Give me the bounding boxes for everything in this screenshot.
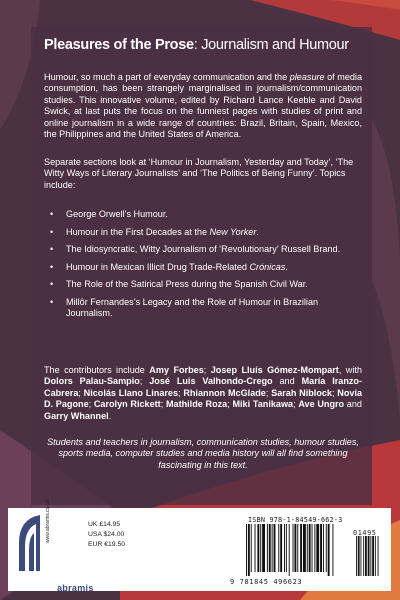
intro-emphasis: pleasure <box>289 72 325 82</box>
publisher-url: www.abramis.co.uk <box>45 499 51 543</box>
contributor-name: Mathilde Roza <box>165 399 228 410</box>
contributor-name: Nicolás Llano Linares <box>83 387 179 398</box>
bullet-icon: • <box>50 244 54 255</box>
contributors-paragraph: The contributors include Amy Forbes; Josep Lluís Gómez-Mompart, with Dolors Palau-Sampio; José Luis Valhondo-Crego and María Iranzo-Cabrera; Nicolás Llano Linares; Rhiannon McGlade; Sarah Niblock; Novia D. Pagone; Carolyn Rickett; Mathilde Roza; Miki Tanikawa; Ave Ungro and Garry Whannel. <box>44 365 363 421</box>
bullet-icon: • <box>50 226 54 237</box>
bullet-icon: • <box>50 296 54 307</box>
price-uk: UK £14.95 <box>88 521 121 528</box>
topic-text: George Orwell’s Humour. <box>66 209 168 219</box>
intro-paragraph <box>44 72 362 140</box>
topic-text: Humour in Mexican Illicit Drug Trade-Related <box>66 261 250 272</box>
topic-item <box>44 227 362 238</box>
bullet-icon: • <box>50 209 54 219</box>
contributor-name: Carolyn Rickett <box>93 399 161 410</box>
price-eur: EUR €19.50 <box>88 540 126 548</box>
topic-tail: . <box>285 261 288 272</box>
contributor-name: Dolors Palau-Sampio <box>44 376 140 387</box>
ean-digits: 9 781845 496623 <box>230 578 303 586</box>
topic-text: Millôr Fernandes’s Legacy and the Role of Humour in Brazilian Journalism. <box>66 296 319 319</box>
contributor-name: Rhiannon McGlade <box>183 387 266 398</box>
contributor-name: María Iranzo-Cabrera <box>44 376 363 398</box>
contributor-name: Amy Forbes <box>149 365 204 375</box>
intro-text-1: Humour, so much a part of everyday communication and the <box>44 72 290 82</box>
topic-text: The Role of the Satirical Press during the Spanish Civil War. <box>66 279 308 290</box>
closing-statement: Students and teachers in journalism, communication studies, humour studies, sports media, computer studies and media history will all find something fascinating in this text. <box>47 437 359 470</box>
book-title <box>44 36 364 54</box>
topic-item <box>44 297 362 320</box>
contributor-name: Sarah Niblock <box>271 387 332 398</box>
abramis-logo-icon <box>17 513 42 573</box>
contributor-name: Josep Lluís Gómez-Mompart <box>210 365 339 375</box>
intro-text-2: of media consumption, has been strangely marginalised in journalism/communication studies. This innovative volume, edited by Richard Lance Keeble and David Swick, at last puts the focus on the funniest pages with studies of print and online journalism in a wide range of countries: Brazil, Britain, Spain, Mexico, the Philippines and the United States of America. <box>44 72 363 140</box>
topic-item <box>44 262 362 273</box>
contributor-name: Ave Ungro <box>298 399 345 410</box>
contributors-intro: The contributors include <box>44 365 150 375</box>
title-main: Pleasures of the Prose <box>44 37 194 53</box>
topic-item <box>44 279 362 290</box>
topic-emphasis: New Yorker <box>209 226 257 237</box>
bullet-icon: • <box>50 261 54 272</box>
topic-emphasis: Crónicas <box>249 261 286 272</box>
contributor-name: José Luis Valhondo-Crego <box>149 376 273 387</box>
price-list <box>88 520 125 549</box>
price-usa: USA $24.00 <box>88 530 125 538</box>
topic-tail: . <box>256 226 259 237</box>
topic-text: Humour in the First Decades at the <box>66 226 210 237</box>
barcode-addon: 01495 <box>353 529 377 537</box>
contributor-name: Miki Tanikawa <box>232 399 294 410</box>
sections-paragraph: Separate sections look at ‘Humour in Journalism, Yesterday and Today’, ‘The Witty Ways of Literary Journalists’ and ‘The Politics of Being Funny’. Topics include: <box>44 157 354 190</box>
topic-item <box>44 244 362 255</box>
publisher-name: abramis <box>57 583 94 593</box>
topic-item <box>44 209 362 220</box>
topics-list <box>44 209 362 326</box>
isbn-text: ISBN 978-1-84549-662-3 <box>248 516 343 524</box>
topic-text: The Idiosyncratic, Witty Journalism of ‘Revolutionary’ Russell Brand. <box>66 244 341 255</box>
contributor-name: Garry Whannel <box>44 410 109 421</box>
contributor-name: Novia D. Pagone <box>44 387 363 410</box>
title-subtitle: : Journalism and Humour <box>193 37 349 53</box>
bullet-icon: • <box>50 279 54 290</box>
